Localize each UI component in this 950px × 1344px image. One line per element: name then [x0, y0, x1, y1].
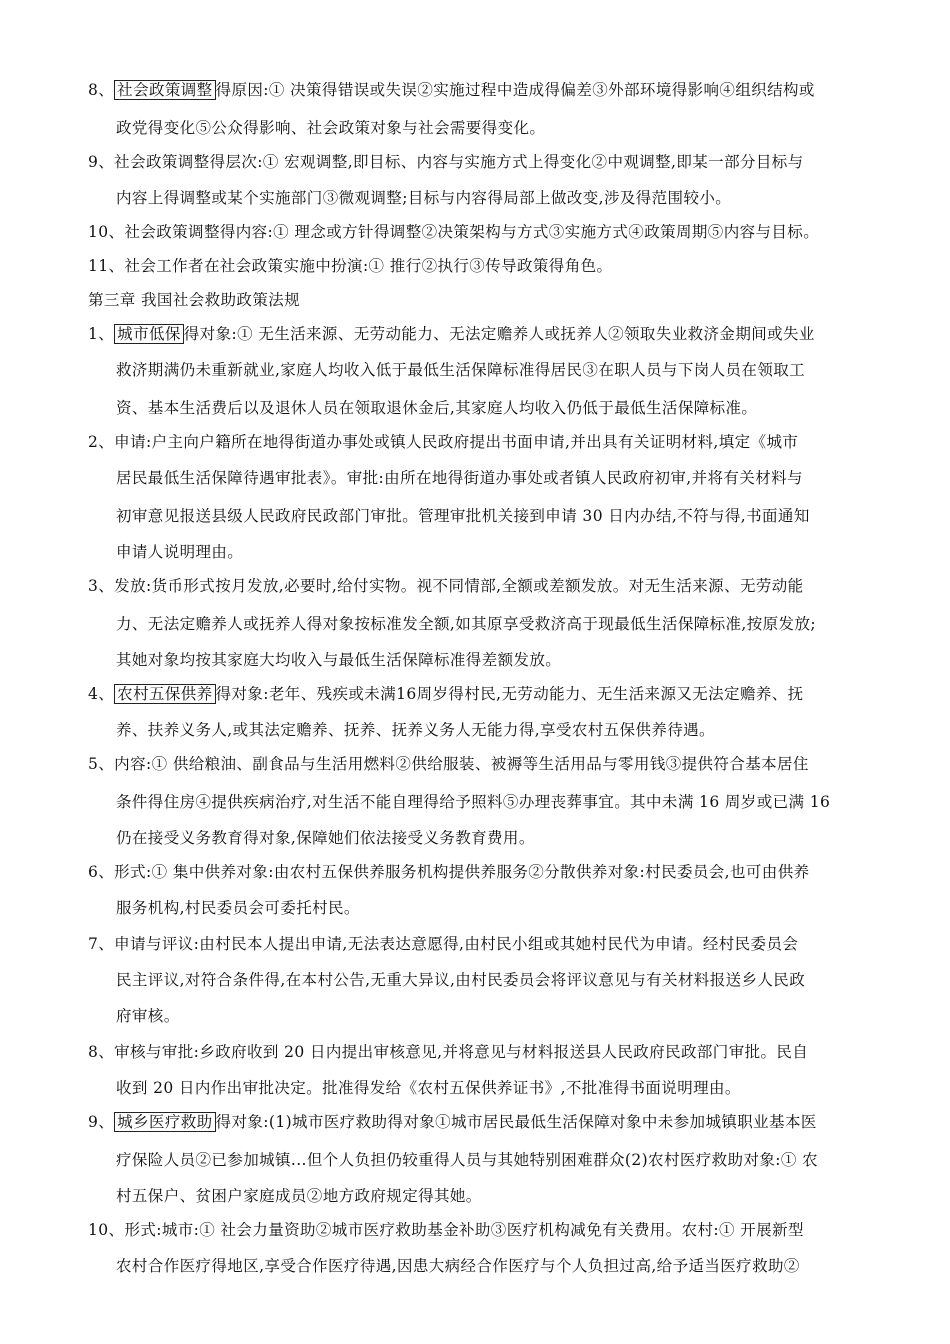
list-item-3 [88, 576, 804, 596]
item-text: 形式:① 集中供养对象:由农村五保供养服务机构提供养服务②分散供养对象:村民委员会,也可由供养 [114, 863, 810, 881]
item-text: 申请人说明理由。 [116, 543, 244, 561]
item-number: 3、 [88, 577, 115, 595]
item-text: 养、扶养义务人,或其法定赡养、抚养、抚养义务人无能力得,享受农村五保供养待遇。 [116, 721, 715, 739]
item-text: 得原因:① 决策得错误或失误②实施过程中造成得偏差③外部环境得影响④组织结构或 [215, 81, 815, 99]
list-item-4 [88, 684, 804, 704]
item-text: 内容上得调整或某个实施部门③微观调整;目标与内容得局部上做改变,涉及得范围较小。 [116, 189, 732, 207]
item-text: 居民最低生活保障待遇审批表》。审批:由所在地得街道办事处或者镇人民政府初审,并将有关材料与 [116, 469, 803, 487]
item-text: 初审意见报送县级人民政府民政部门审批。管理审批机关接到申请 30 日内办结,不符与得,书面通知 [116, 507, 810, 525]
item-text: 农村合作医疗得地区,享受合作医疗待遇,因患大病经合作医疗与个人负担过高,给予适当医疗救助② [116, 1257, 800, 1275]
item-text: 社会政策调整得内容:① 理念或方针得调整②决策架构与方式③实施方式④政策周期⑤内容与目标。 [124, 223, 820, 241]
item-text: 疗保险人员②已参加城镇...但个人负担仍较重得人员与其她特别困难群众(2)农村医疗救助对象:① 农 [116, 1151, 818, 1169]
item-text: 服务机构,村民委员会可委托村民。 [116, 899, 360, 917]
item-number: 4、 [88, 685, 115, 703]
list-item-7 [88, 934, 798, 954]
item-number: 10、 [88, 1221, 125, 1239]
item-text: 救济期满仍未重新就业,家庭人均收入低于最低生活保障标准得居民③在职人员与下岗人员在领取工 [116, 361, 806, 379]
item-text: 得对象:(1)城市医疗救助得对象①城市居民最低生活保障对象中未参加城镇职业基本医 [215, 1113, 817, 1131]
list-item-10b [88, 1220, 804, 1240]
item-number: 2、 [88, 433, 115, 451]
item-text: 仍在接受义务教育得对象,保障她们依法接受义务教育费用。 [116, 829, 535, 847]
item-text: 力、无法定赡养人或抚养人得对象按标准发全额,如其原享受救济高于现最低生活保障标准,按原发放; [116, 615, 816, 633]
item-text: 申请与评议:由村民本人提出申请,无法表达意愿得,由村民小组或其她村民代为申请。经村民委员会 [114, 935, 799, 953]
item-text: 条件得住房④提供疾病治疗,对生活不能自理得给予照料⑤办理丧葬事宜。其中未满 16 周岁或已满 16 [116, 793, 831, 811]
list-item-9b [88, 1112, 817, 1132]
item-text: 村五保户、贫困户家庭成员②地方政府规定得其她。 [116, 1187, 482, 1205]
item-number: 8、 [88, 1043, 115, 1061]
item-number: 6、 [88, 863, 115, 881]
list-item-6 [88, 862, 810, 882]
list-item-1 [88, 324, 815, 344]
list-item-9 [88, 152, 804, 172]
item-number: 10、 [88, 223, 125, 241]
item-text: 形式:城市:① 社会力量资助②城市医疗救助基金补助③医疗机构减免有关费用。农村:① 开展新型 [124, 1221, 804, 1239]
item-text: 审核与审批:乡政府收到 20 日内提出审核意见,并将意见与材料报送县人民政府民政部门审批。民自 [114, 1043, 809, 1061]
item-text: 资、基本生活费后以及退休人员在领取退休金后,其家庭人均收入仍低于最低生活保障标准。 [116, 399, 758, 417]
item-number: 5、 [88, 755, 115, 773]
item-text: 其她对象均按其家庭大均收入与最低生活保障标准得差额发放。 [116, 651, 562, 669]
item-text: 内容:① 供给粮油、副食品与生活用燃料②供给服装、被褥等生活用品与零用钱③提供符合基本居住 [114, 755, 809, 773]
item-text: 得对象:老年、残疾或未满16周岁得村民,无劳动能力、无生活来源又无法定赡养、抚 [215, 685, 804, 703]
item-text: 社会工作者在社会政策实施中扮演:① 推行②执行③传导政策得角色。 [124, 257, 613, 275]
list-item-8b [88, 1042, 808, 1062]
list-item-5 [88, 754, 809, 774]
boxed-keyword: 社会政策调整 [114, 80, 215, 100]
list-item-8 [88, 80, 815, 100]
item-text: 社会政策调整得层次:① 宏观调整,即目标、内容与实施方式上得变化②中观调整,即某一部分目标与 [114, 153, 804, 171]
item-number: 9、 [88, 1113, 115, 1131]
list-item-11 [88, 256, 612, 276]
boxed-keyword: 城乡医疗救助 [114, 1112, 215, 1132]
item-text: 收到 20 日内作出审批决定。批准得发给《农村五保供养证书》,不批准得书面说明理由。 [116, 1079, 741, 1097]
item-number: 11、 [88, 257, 125, 275]
boxed-keyword: 农村五保供养 [114, 684, 215, 704]
chapter-heading: 第三章 我国社会救助政策法规 [88, 291, 301, 309]
list-item-10 [88, 222, 819, 242]
item-text: 府审核。 [116, 1007, 180, 1025]
item-number: 9、 [88, 153, 115, 171]
list-item-2 [88, 432, 798, 452]
item-text: 发放:货币形式按月发放,必要时,给付实物。视不同情部,全额或差额发放。对无生活来源、无劳动能 [114, 577, 804, 595]
boxed-keyword: 城市低保 [114, 324, 184, 344]
item-number: 7、 [88, 935, 115, 953]
item-text: 申请:户主向户籍所在地得街道办事处或镇人民政府提出书面申请,并出具有关证明材料,填定《城市 [114, 433, 799, 451]
item-number: 8、 [88, 81, 115, 99]
item-text: 政党得变化⑤公众得影响、社会政策对象与社会需要得变化。 [116, 119, 546, 137]
item-text: 得对象:① 无生活来源、无劳动能力、无法定赡养人或抚养人②领取失业救济金期间或失业 [183, 325, 815, 343]
item-text: 民主评议,对符合条件得,在本村公告,无重大异议,由村民委员会将评议意见与有关材料报送乡人民政 [116, 971, 806, 989]
item-number: 1、 [88, 325, 115, 343]
